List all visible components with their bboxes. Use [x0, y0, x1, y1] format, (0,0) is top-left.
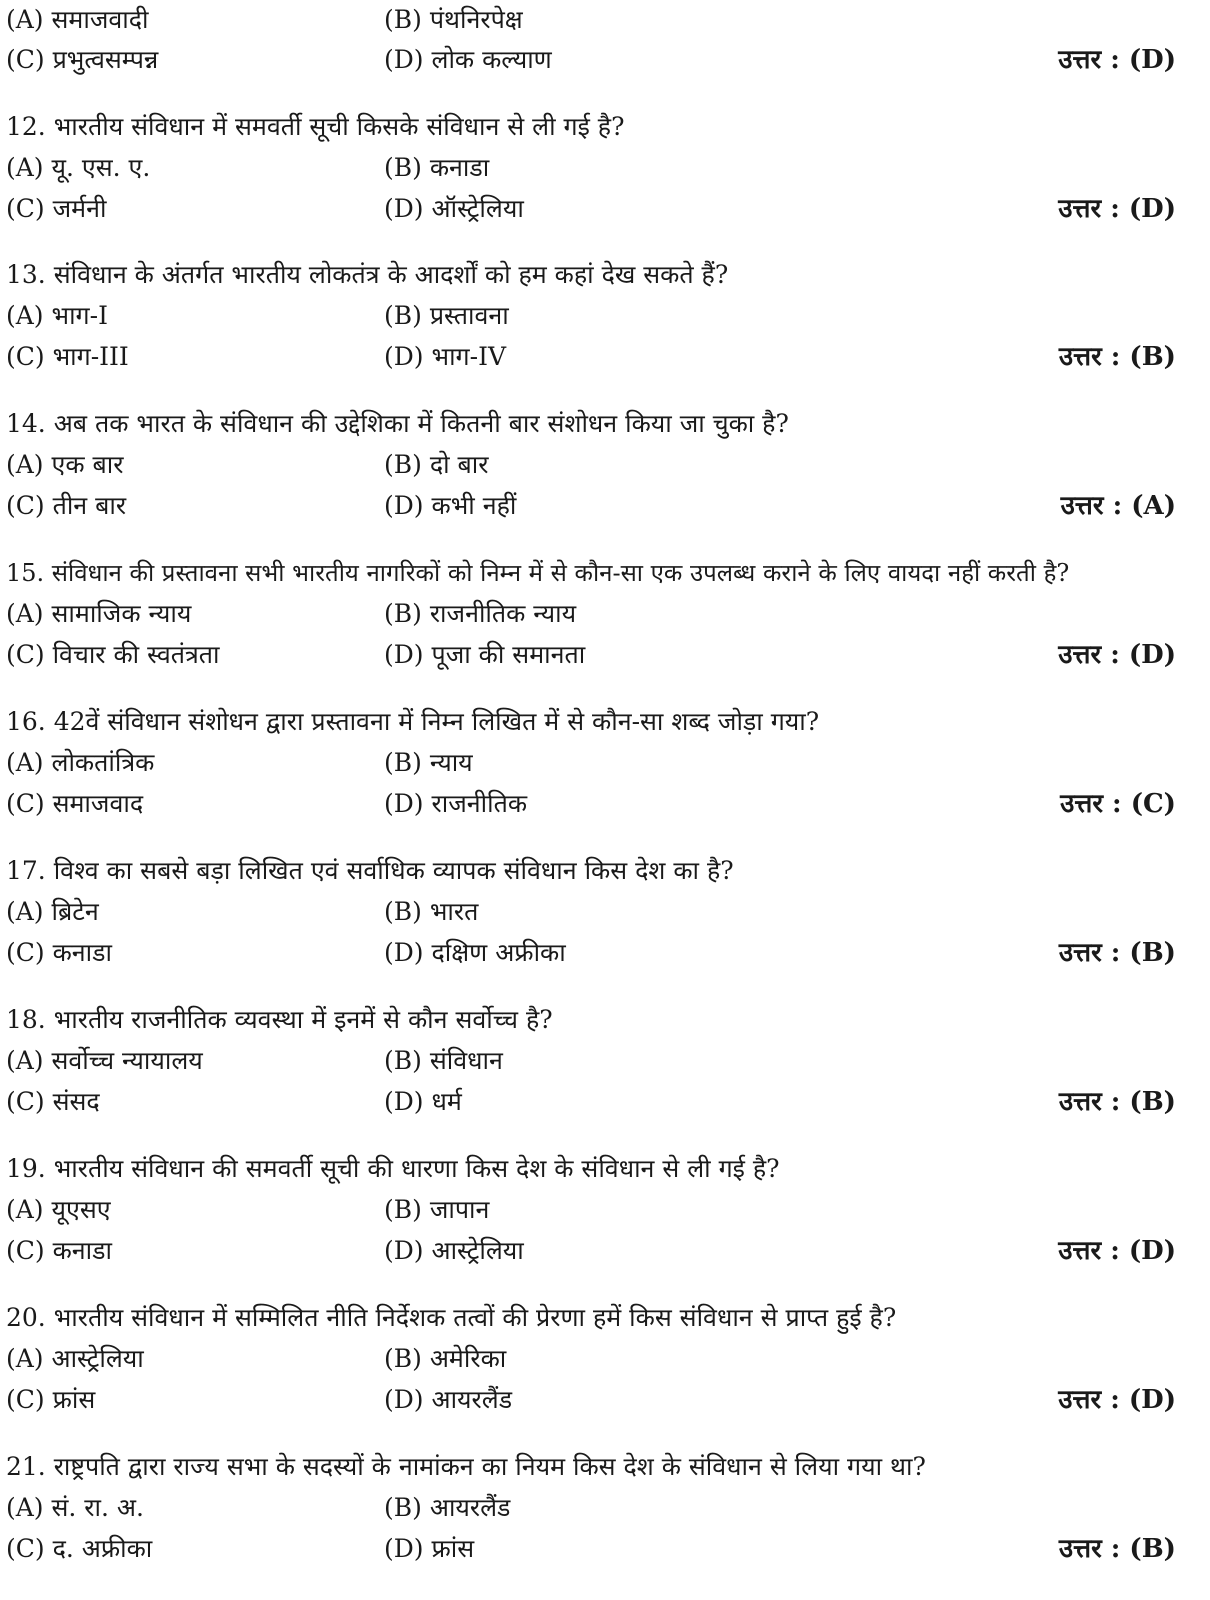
option-c: (C) द. अफ्रीका: [6, 1534, 153, 1563]
option-c: (C) विचार की स्वतंत्रता: [6, 640, 220, 669]
option-a: (A) लोकतांत्रिक: [6, 748, 155, 777]
answer-label: उत्तर : (C): [1060, 789, 1176, 819]
answer-label: उत्तर : (D): [1058, 194, 1176, 224]
option-c: (C) संसद: [6, 1087, 100, 1116]
option-b: (B) जापान: [384, 1195, 490, 1224]
option-c: (C) तीन बार: [6, 491, 127, 520]
answer-label: उत्तर : (D): [1058, 1385, 1176, 1415]
option-d: (D) लोक कल्याण: [384, 45, 552, 74]
answer-label: उत्तर : (D): [1058, 640, 1176, 670]
option-a: (A) सर्वोच्च न्यायालय: [6, 1046, 203, 1075]
answer-label: उत्तर : (B): [1058, 1534, 1176, 1564]
option-b: (B) कनाडा: [384, 153, 490, 182]
answer-label: उत्तर : (D): [1058, 45, 1176, 75]
question-text: 19. भारतीय संविधान की समवर्ती सूची की धारणा किस देश के संविधान से ली गई है?: [6, 1154, 780, 1183]
question-text: 15. संविधान की प्रस्तावना सभी भारतीय नागरिकों को निम्न में से कौन-सा एक उपलब्ध कराने के लिए वायदा नहीं करती है?: [6, 559, 1070, 587]
question-text: 21. राष्ट्रपति द्वारा राज्य सभा के सदस्यों के नामांकन का नियम किस देश के संविधान से लिया गया था?: [6, 1452, 926, 1481]
question-text: 13. संविधान के अंतर्गत भारतीय लोकतंत्र के आदर्शों को हम कहां देख सकते हैं?: [6, 260, 729, 289]
answer-label: उत्तर : (B): [1058, 938, 1176, 968]
option-a: (A) सामाजिक न्याय: [6, 599, 192, 628]
option-d: (D) पूजा की समानता: [384, 640, 586, 669]
answer-label: उत्तर : (B): [1058, 1087, 1176, 1117]
option-d: (D) आस्ट्रेलिया: [384, 1236, 524, 1265]
option-a: (A) यूएसए: [6, 1195, 111, 1224]
question-text: 18. भारतीय राजनीतिक व्यवस्था में इनमें से कौन सर्वोच्च है?: [6, 1005, 553, 1034]
option-b: (B) न्याय: [384, 748, 473, 777]
question-text: 16. 42वें संविधान संशोधन द्वारा प्रस्तावना में निम्न लिखित में से कौन-सा शब्द जोड़ा गया?: [6, 707, 820, 736]
question-text: 20. भारतीय संविधान में सम्मिलित नीति निर्देशक तत्वों की प्रेरणा हमें किस संविधान से प्राप्त हुई है?: [6, 1303, 897, 1332]
question-text: 14. अब तक भारत के संविधान की उद्देशिका में कितनी बार संशोधन किया जा चुका है?: [6, 409, 789, 438]
option-d: (D) भाग-IV: [384, 342, 506, 371]
option-c: (C) कनाडा: [6, 938, 112, 967]
option-a: (A) सं. रा. अ.: [6, 1493, 144, 1522]
option-a: (A) भाग-I: [6, 301, 108, 330]
option-c: (C) भाग-III: [6, 342, 129, 371]
option-b: (B) आयरलैंड: [384, 1493, 511, 1522]
option-d: (D) दक्षिण अफ्रीका: [384, 938, 566, 967]
option-b: (B) दो बार: [384, 450, 489, 479]
option-d: (D) राजनीतिक: [384, 789, 528, 818]
option-a: (A) एक बार: [6, 450, 124, 479]
question-text: 12. भारतीय संविधान में समवर्ती सूची किसके संविधान से ली गई है?: [6, 112, 625, 141]
option-b: (B) पंथनिरपेक्ष: [384, 5, 523, 34]
option-a: (A) आस्ट्रेलिया: [6, 1344, 144, 1373]
question-text: 17. विश्व का सबसे बड़ा लिखित एवं सर्वाधिक व्यापक संविधान किस देश का है?: [6, 856, 734, 885]
option-c: (C) जर्मनी: [6, 194, 107, 223]
option-c: (C) प्रभुत्वसम्पन्न: [6, 45, 159, 74]
option-a: (A) ब्रिटेन: [6, 897, 99, 926]
option-b: (B) भारत: [384, 897, 479, 926]
option-c: (C) फ्रांस: [6, 1385, 96, 1414]
option-d: (D) धर्म: [384, 1087, 462, 1116]
answer-label: उत्तर : (B): [1058, 342, 1176, 372]
option-d: (D) फ्रांस: [384, 1534, 475, 1563]
option-b: (B) संविधान: [384, 1046, 503, 1075]
option-b: (B) अमेरिका: [384, 1344, 507, 1373]
option-b: (B) प्रस्तावना: [384, 301, 509, 330]
option-a: (A) समाजवादी: [6, 5, 149, 34]
answer-label: उत्तर : (A): [1060, 491, 1176, 521]
option-a: (A) यू. एस. ए.: [6, 153, 151, 182]
option-b: (B) राजनीतिक न्याय: [384, 599, 577, 628]
option-c: (C) समाजवाद: [6, 789, 144, 818]
option-d: (D) आयरलैंड: [384, 1385, 513, 1414]
answer-label: उत्तर : (D): [1058, 1236, 1176, 1266]
option-d: (D) कभी नहीं: [384, 491, 517, 520]
option-d: (D) ऑस्ट्रेलिया: [384, 194, 524, 223]
option-c: (C) कनाडा: [6, 1236, 112, 1265]
